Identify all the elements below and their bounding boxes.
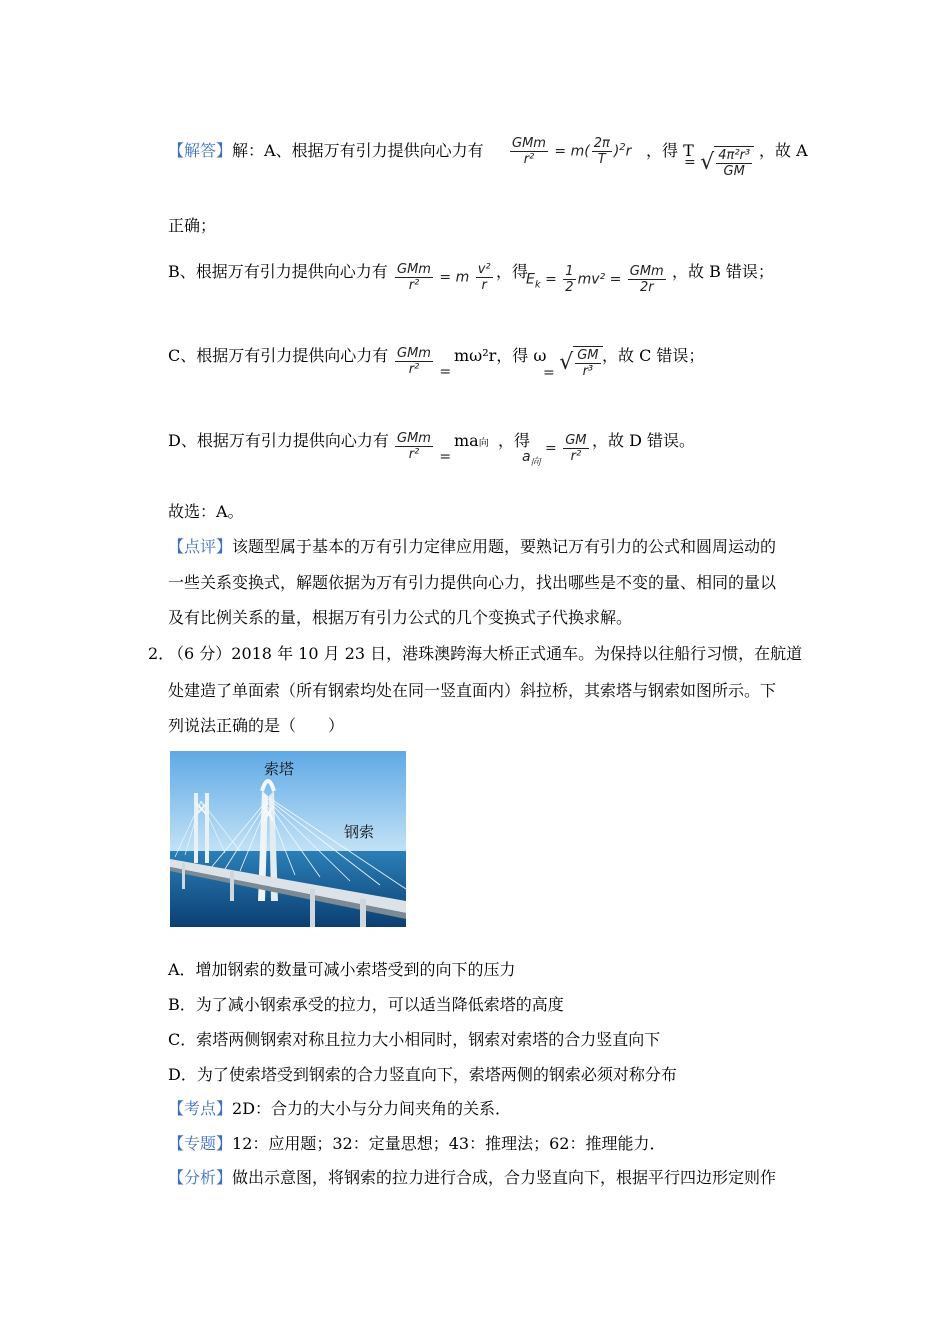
formula-b-lhs: $\frac{\text{GMm}}{\text{r²}}$ = m $\frac{\text{v²}}{r}$	[397, 262, 491, 293]
formula-a-result: = √ $\frac{\text{4π²r³}}{GM}$	[684, 146, 754, 179]
review-line-1: 【点评】该题型属于基本的万有引力定律应用题，要熟记万有引力的公式和圆周运动的	[168, 537, 777, 556]
kaodian-line: 【考点】2D：合力的大小与分力间夹角的关系．	[168, 1099, 512, 1118]
option-c: C．索塔两侧钢索对称且拉力大小相同时，钢索对索塔的合力竖直向下	[168, 1030, 661, 1049]
zhuanti-line: 【专题】12：应用题；32：定量思想；43：推理法；62：推理能力．	[168, 1134, 666, 1153]
answer-tag: 【解答】	[168, 141, 233, 160]
solution-a-mid: ，得 T	[646, 141, 694, 160]
option-d: D．为了使索塔受到钢索的合力竖直向下，索塔两侧的钢索必须对称分布	[168, 1065, 677, 1084]
option-a: A．增加钢索的数量可减小索塔受到的向下的压力	[168, 960, 516, 979]
tower-label: 索塔	[264, 760, 295, 778]
zhuanti-tag: 【专题】	[168, 1134, 233, 1153]
review-line-2: 一些关系变换式，解题依据为万有引力提供向心力，找出哪些是不变的量、相同的量以	[168, 573, 777, 592]
solution-a-end: ，故 A	[759, 141, 808, 160]
formula-d-lhs: $\frac{\text{GMm}}{\text{r²}}$ =	[397, 431, 452, 465]
solution-a-text: 解：A、根据万有引力提供向心力有	[232, 141, 484, 160]
option-b: B．为了减小钢索承受的拉力，可以适当降低索塔的高度	[168, 995, 564, 1014]
kaodian-tag: 【考点】	[168, 1099, 233, 1118]
solution-d-eq: ma向	[454, 431, 489, 450]
solution-b-end: ，故 B 错误；	[672, 262, 774, 281]
solution-d-mid: ，得	[498, 431, 531, 450]
bridge-photo	[170, 751, 406, 927]
solution-c-line: C、根据万有引力提供向心力有	[168, 346, 389, 365]
formula-d-result: $a_向$ = $\frac{GM}{\text{r²}}$	[522, 433, 587, 468]
solution-c-eq: mω²r，得 ω	[454, 346, 547, 365]
formula-b-result: $E_k$ = $\frac{1}{2}$ mv² = $\frac{\text{GMm}}{2r}$	[526, 264, 664, 295]
question-line-3: 列说法正确的是（ ）	[168, 716, 345, 735]
fenxi-line: 【分析】做出示意图，将钢索的拉力进行合成，合力竖直向下，根据平行四边形定则作	[168, 1168, 777, 1187]
review-line-3: 及有比例关系的量，根据万有引力公式的几个变换式子代换求解。	[168, 608, 633, 627]
solution-b-mid: ，得	[496, 262, 529, 281]
solution-c-end: ，故 C 错误；	[602, 346, 705, 365]
solution-a-line	[168, 141, 484, 161]
formula-a-lhs: $\frac{\text{GMm}}{\text{r²}}$ = m( $\frac{2\pi}{T}$ )$^2$r	[512, 136, 632, 167]
question-line-2: 处建造了单面索（所有钢索均处在同一竖直面内）斜拉桥，其索塔与钢索如图所示。下	[168, 681, 777, 700]
formula-c-result: = √ $\frac{GM}{\text{r³}}$	[543, 346, 603, 379]
formula-c-lhs: $\frac{\text{GMm}}{\text{r²}}$ =	[397, 346, 452, 380]
question-line-1: （6 分）2018 年 10 月 23 日，港珠澳跨海大桥正式通车。为保持以往船行习惯，在航道	[168, 644, 803, 663]
review-tag: 【点评】	[168, 537, 233, 556]
cable-label: 钢索	[344, 823, 375, 841]
solution-choice: 故选：A。	[168, 502, 244, 521]
fenxi-tag: 【分析】	[168, 1168, 233, 1187]
question-number: 2．	[148, 644, 175, 663]
solution-a-cont: 正确；	[168, 216, 217, 235]
solution-d-line: D、根据万有引力提供向心力有	[168, 431, 389, 450]
solution-b-line: B、根据万有引力提供向心力有	[168, 262, 388, 281]
solution-d-end: ，故 D 错误。	[592, 431, 696, 450]
